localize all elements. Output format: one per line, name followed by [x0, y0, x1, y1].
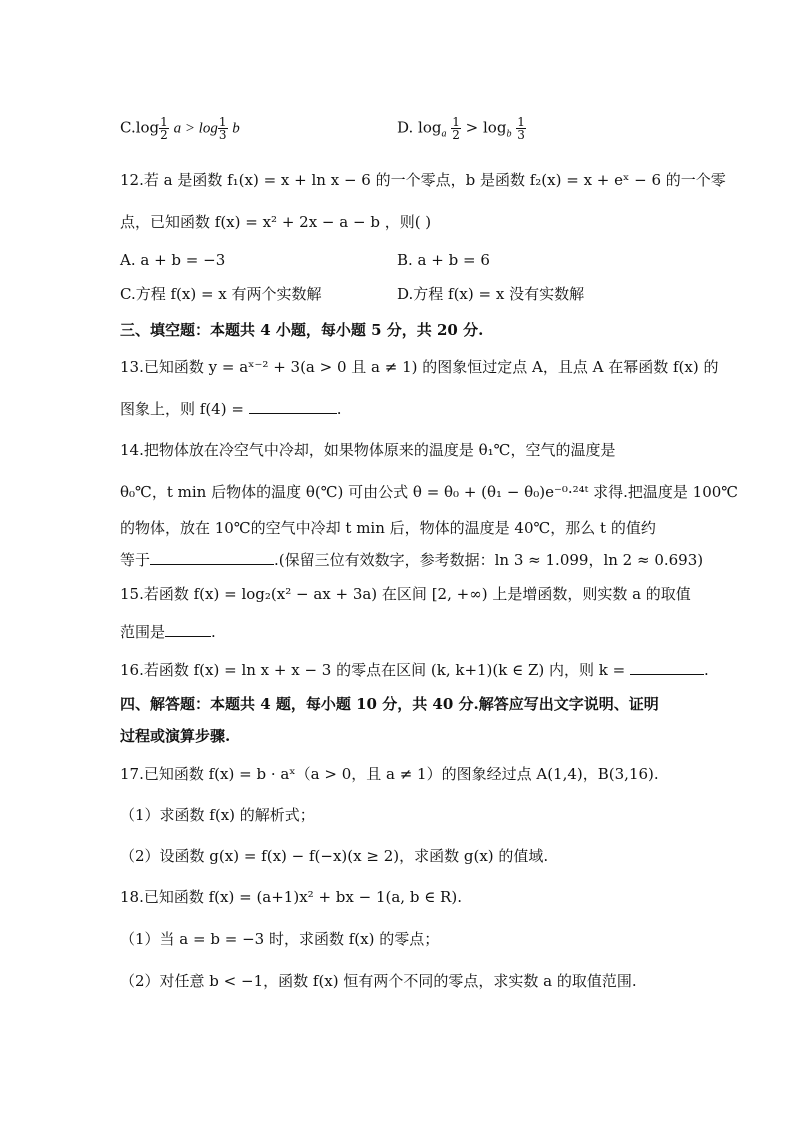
- answer-blank[interactable]: [165, 622, 211, 637]
- base-third: $\frac{1}{3}$: [218, 115, 227, 142]
- frac-third: $\frac{1}{3}$: [517, 115, 525, 142]
- q12-option-b: B. a + b = 6: [397, 251, 490, 269]
- q16-line1: 16.若函数 f(x) = ln x + x − 3 的零点在区间 (k, k+1)(k ∈ Z) 内，则 k = .: [120, 661, 709, 679]
- q13-line2: 图象上，则 f(4) = .: [120, 400, 342, 418]
- q15-line1: 15.若函数 f(x) = log₂(x² − ax + 3a) 在区间 [2, +∞) 上是增函数，则实数 a 的取值: [120, 585, 691, 603]
- q18-sub1: （1）当 a = b = −3 时，求函数 f(x) 的零点；: [120, 930, 440, 948]
- q14-line4: 等于 .(保留三位有效数字，参考数据：ln 3 ≈ 1.099，ln 2 ≈ 0.693): [120, 551, 704, 569]
- section-3-heading: 三、填空题：本题共 4 小题，每小题 5 分，共 20 分.: [120, 321, 484, 339]
- q18-line1: 18.已知函数 f(x) = (a+1)x² + bx − 1(a, b ∈ R).: [120, 888, 462, 906]
- answer-blank[interactable]: [249, 399, 337, 414]
- q14-line2: θ₀℃，t min 后物体的温度 θ(℃) 可由公式 θ = θ₀ + (θ₁ − θ₀)e⁻⁰·²⁴ᵗ 求得.把温度是 100℃: [120, 483, 739, 501]
- q12-line2: 点，已知函数 f(x) = x² + 2x − a − b ，则( ): [120, 213, 432, 231]
- base-half: $\frac{1}{2}$: [160, 115, 168, 142]
- q11-option-d: D. $\log_a$ $\frac{1}{2}$ > $\log_b$ $\frac{1}{3}$: [397, 115, 525, 142]
- frac-half: $\frac{1}{2}$: [452, 115, 460, 142]
- q17-sub2: （2）设函数 g(x) = f(x) − f(−x)(x ≥ 2)，求函数 g(x) 的值域.: [120, 847, 549, 865]
- q12-option-a: A. a + b = −3: [120, 251, 226, 269]
- answer-blank[interactable]: [630, 660, 704, 675]
- q17-line1: 17.已知函数 f(x) = b · aˣ（a > 0，且 a ≠ 1）的图象经过点 A(1,4)，B(3,16).: [120, 765, 659, 783]
- q18-sub2: （2）对任意 b < −1，函数 f(x) 恒有两个不同的零点，求实数 a 的取值范围.: [120, 972, 637, 990]
- q14-line3: 的物体，放在 10℃的空气中冷却 t min 后，物体的温度是 40℃，那么 t 的值约: [120, 519, 656, 537]
- q17-sub1: （1）求函数 f(x) 的解析式；: [120, 806, 315, 824]
- q12-option-c: C.方程 f(x) = x 有两个实数解: [120, 285, 322, 303]
- q12-option-d: D.方程 f(x) = x 没有实数解: [397, 285, 585, 303]
- section-4-heading-line2: 过程或演算步骤.: [120, 727, 231, 745]
- q11-option-c: C.log $\frac{1}{2}$ a > log $\frac{1}{3}$ b: [120, 115, 240, 142]
- q15-line2: 范围是 .: [120, 623, 216, 641]
- q12-line1: 12.若 a 是函数 f₁(x) = x + ln x − 6 的一个零点，b 是函数 f₂(x) = x + eˣ − 6 的一个零: [120, 171, 726, 189]
- section-4-heading-line1: 四、解答题：本题共 4 题，每小题 10 分，共 40 分.解答应写出文字说明、证明: [120, 695, 659, 713]
- q13-line1: 13.已知函数 y = aˣ⁻² + 3(a > 0 且 a ≠ 1) 的图象恒过定点 A，且点 A 在幂函数 f(x) 的: [120, 358, 719, 376]
- answer-blank[interactable]: [150, 550, 274, 565]
- q14-line1: 14.把物体放在冷空气中冷却，如果物体原来的温度是 θ₁℃，空气的温度是: [120, 441, 616, 459]
